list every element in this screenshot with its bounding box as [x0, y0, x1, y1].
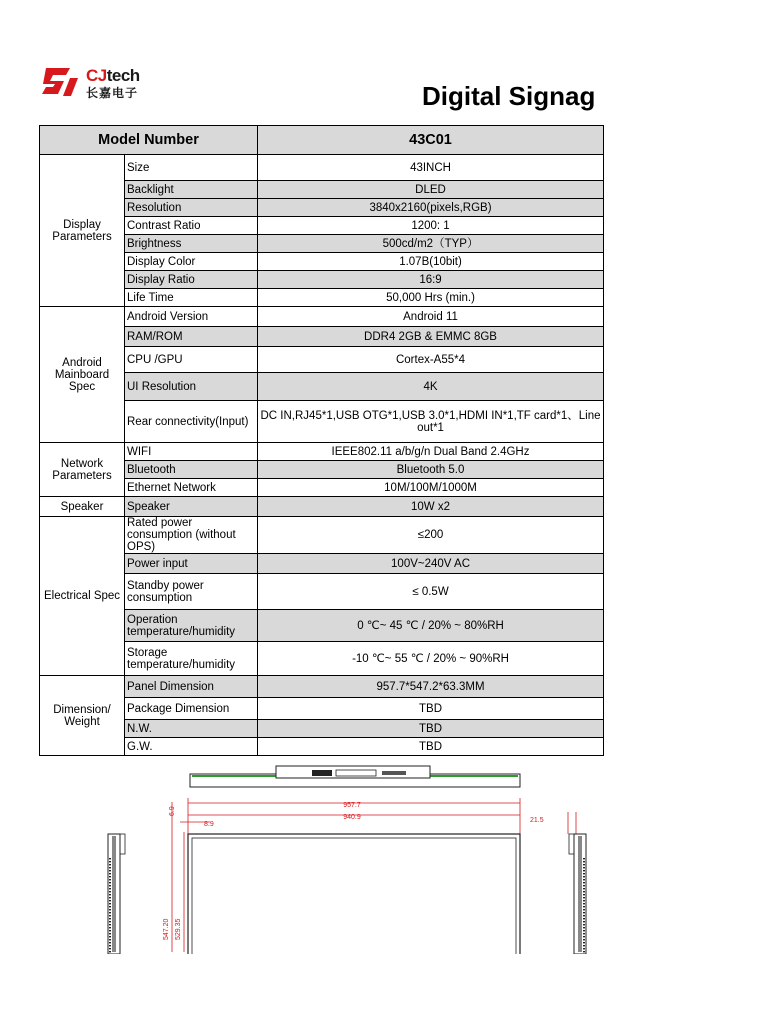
- vent-slot: [109, 885, 111, 886]
- vent-slot: [583, 885, 585, 886]
- spec-row: [40, 574, 604, 610]
- spec-row: [40, 235, 604, 253]
- spec-row: [40, 199, 604, 217]
- spec-value: 3840x2160(pixels,RGB): [258, 199, 604, 217]
- spec-value: ≤200: [258, 517, 604, 554]
- dim-label: 957.7: [343, 802, 361, 809]
- vent-slot: [109, 933, 111, 934]
- spec-row: [40, 347, 604, 373]
- spec-value: 1.07B(10bit): [258, 253, 604, 271]
- spec-row: [40, 517, 604, 554]
- spec-param: Resolution: [125, 199, 258, 217]
- spec-row: [40, 289, 604, 307]
- spec-param: Bluetooth: [125, 461, 258, 479]
- spec-row: [40, 401, 604, 443]
- vent-slot: [109, 879, 111, 880]
- spec-row: [40, 479, 604, 497]
- vent-slot: [109, 939, 111, 940]
- vent-slot: [583, 900, 585, 901]
- spec-param: Ethernet Network: [125, 479, 258, 497]
- spec-param: Storage temperature/humidity: [125, 642, 258, 676]
- vent-slot: [109, 912, 111, 913]
- vent-slot: [109, 870, 111, 871]
- vent-slot: [109, 894, 111, 895]
- vent-slot: [583, 897, 585, 898]
- vent-slot: [109, 942, 111, 943]
- spec-row: [40, 155, 604, 181]
- spec-value: 1200: 1: [258, 217, 604, 235]
- spec-group-label: Electrical Spec: [40, 517, 125, 676]
- spec-value: Cortex-A55*4: [258, 347, 604, 373]
- vent-slot: [109, 888, 111, 889]
- vent-slot: [109, 936, 111, 937]
- cj-logo-icon: [40, 64, 80, 100]
- vent-slot: [583, 858, 585, 859]
- spec-table: [39, 125, 604, 756]
- vent-slot: [109, 927, 111, 928]
- spec-row: [40, 217, 604, 235]
- vent-slot: [109, 906, 111, 907]
- spec-row: [40, 698, 604, 720]
- spec-row: [40, 443, 604, 461]
- spec-param: Speaker: [125, 497, 258, 517]
- vent-slot: [583, 942, 585, 943]
- dim-label: 547.20: [163, 918, 170, 940]
- spec-param: Android Version: [125, 307, 258, 327]
- spec-value: TBD: [258, 698, 604, 720]
- spec-value: 0 ℃~ 45 ℃ / 20% ~ 80%RH: [258, 610, 604, 642]
- vent-slot: [583, 873, 585, 874]
- spec-body: [40, 155, 604, 756]
- spec-param: Rated power consumption (without OPS): [125, 517, 258, 554]
- spec-param: Rear connectivity(Input): [125, 401, 258, 443]
- spec-param: Standby power consumption: [125, 574, 258, 610]
- brand-name-cn: 长嘉电子: [86, 86, 139, 100]
- dim-label: 6.9: [169, 806, 176, 816]
- model-number-label: Model Number: [40, 126, 258, 155]
- vent-slot: [109, 909, 111, 910]
- spec-row: [40, 373, 604, 401]
- vent-slot: [583, 930, 585, 931]
- vent-slot: [109, 903, 111, 904]
- vent-slot: [109, 861, 111, 862]
- spec-group-label: Dimension/ Weight: [40, 676, 125, 756]
- document-title: Digital Signag: [422, 81, 596, 111]
- spec-value: 10M/100M/1000M: [258, 479, 604, 497]
- spec-header-row: [40, 126, 604, 155]
- spec-param: WIFI: [125, 443, 258, 461]
- brand-name-en: CJtech: [86, 66, 140, 85]
- spec-value: 16:9: [258, 271, 604, 289]
- vent-slot: [583, 936, 585, 937]
- spec-value: 500cd/m2（TYP）: [258, 235, 604, 253]
- spec-value: TBD: [258, 738, 604, 756]
- dim-label: 940.9: [343, 814, 361, 821]
- spec-param: Package Dimension: [125, 698, 258, 720]
- vent-slot: [109, 915, 111, 916]
- vent-slot: [583, 870, 585, 871]
- vent-slot: [583, 909, 585, 910]
- vent-slot: [109, 945, 111, 946]
- spec-param: Contrast Ratio: [125, 217, 258, 235]
- spec-value: Bluetooth 5.0: [258, 461, 604, 479]
- spec-row: [40, 676, 604, 698]
- spec-row: [40, 554, 604, 574]
- spec-row: [40, 461, 604, 479]
- spec-row: [40, 738, 604, 756]
- vent-slot: [109, 858, 111, 859]
- spec-row: [40, 642, 604, 676]
- vent-slot: [109, 921, 111, 922]
- vent-slot: [583, 903, 585, 904]
- spec-param: N.W.: [125, 720, 258, 738]
- vent-slot: [109, 876, 111, 877]
- vent-slot: [109, 882, 111, 883]
- spec-param: Display Color: [125, 253, 258, 271]
- spec-param: RAM/ROM: [125, 327, 258, 347]
- vent-slot: [583, 882, 585, 883]
- vent-slot: [583, 912, 585, 913]
- spec-param: Display Ratio: [125, 271, 258, 289]
- vent-slot: [583, 864, 585, 865]
- vent-slot: [583, 894, 585, 895]
- vent-slot: [583, 933, 585, 934]
- spec-value: DDR4 2GB & EMMC 8GB: [258, 327, 604, 347]
- spec-param: Size: [125, 155, 258, 181]
- spec-row: [40, 497, 604, 517]
- vent-slot: [109, 951, 111, 952]
- spec-value: 50,000 Hrs (min.): [258, 289, 604, 307]
- vent-slot: [109, 864, 111, 865]
- spec-value: IEEE802.11 a/b/g/n Dual Band 2.4GHz: [258, 443, 604, 461]
- spec-group-label: Android Mainboard Spec: [40, 307, 125, 443]
- vent-slot: [583, 861, 585, 862]
- vent-slot: [109, 918, 111, 919]
- spec-param: G.W.: [125, 738, 258, 756]
- vent-slot: [583, 915, 585, 916]
- spec-row: [40, 271, 604, 289]
- vent-slot: [583, 921, 585, 922]
- spec-row: [40, 327, 604, 347]
- spec-row: [40, 253, 604, 271]
- vent-slot: [109, 948, 111, 949]
- spec-value: TBD: [258, 720, 604, 738]
- spec-param: CPU /GPU: [125, 347, 258, 373]
- model-number-value: 43C01: [258, 126, 604, 155]
- spec-value: 4K: [258, 373, 604, 401]
- spec-group-label: Display Parameters: [40, 155, 125, 307]
- vent-slot: [583, 888, 585, 889]
- brand-logo: [40, 64, 150, 100]
- spec-value: Android 11: [258, 307, 604, 327]
- spec-row: [40, 610, 604, 642]
- vent-slot: [583, 867, 585, 868]
- spec-group-label: Speaker: [40, 497, 125, 517]
- vent-slot: [583, 891, 585, 892]
- vent-slot: [109, 873, 111, 874]
- dim-label: 8.9: [204, 821, 214, 828]
- spec-param: UI Resolution: [125, 373, 258, 401]
- technical-drawing: [100, 762, 600, 954]
- vent-slot: [109, 897, 111, 898]
- vent-slot: [583, 948, 585, 949]
- spec-row: [40, 307, 604, 327]
- vent-slot: [583, 951, 585, 952]
- spec-param: Panel Dimension: [125, 676, 258, 698]
- vent-slot: [583, 927, 585, 928]
- vent-slot: [583, 939, 585, 940]
- spec-value: 957.7*547.2*63.3MM: [258, 676, 604, 698]
- spec-value: DLED: [258, 181, 604, 199]
- vent-slot: [109, 891, 111, 892]
- spec-group-label: Network Parameters: [40, 443, 125, 497]
- spec-value: ≤ 0.5W: [258, 574, 604, 610]
- spec-param: Power input: [125, 554, 258, 574]
- spec-param: Life Time: [125, 289, 258, 307]
- vent-slot: [109, 924, 111, 925]
- vent-slot: [583, 918, 585, 919]
- spec-value: 43INCH: [258, 155, 604, 181]
- spec-row: [40, 720, 604, 738]
- spec-row: [40, 181, 604, 199]
- vent-slot: [109, 900, 111, 901]
- vent-slot: [583, 924, 585, 925]
- vent-slot: [583, 879, 585, 880]
- vent-slot: [109, 867, 111, 868]
- vent-slot: [583, 906, 585, 907]
- spec-value: DC IN,RJ45*1,USB OTG*1,USB 3.0*1,HDMI IN*1,TF card*1、Line out*1: [258, 401, 604, 443]
- vent-slot: [109, 930, 111, 931]
- spec-param: Brightness: [125, 235, 258, 253]
- spec-value: 10W x2: [258, 497, 604, 517]
- dim-label: 529.35: [175, 918, 182, 940]
- vent-slot: [583, 945, 585, 946]
- dim-label: 21.5: [530, 817, 544, 824]
- spec-value: 100V~240V AC: [258, 554, 604, 574]
- spec-param: Backlight: [125, 181, 258, 199]
- vent-slot: [583, 876, 585, 877]
- spec-value: -10 ℃~ 55 ℃ / 20% ~ 90%RH: [258, 642, 604, 676]
- spec-param: Operation temperature/humidity: [125, 610, 258, 642]
